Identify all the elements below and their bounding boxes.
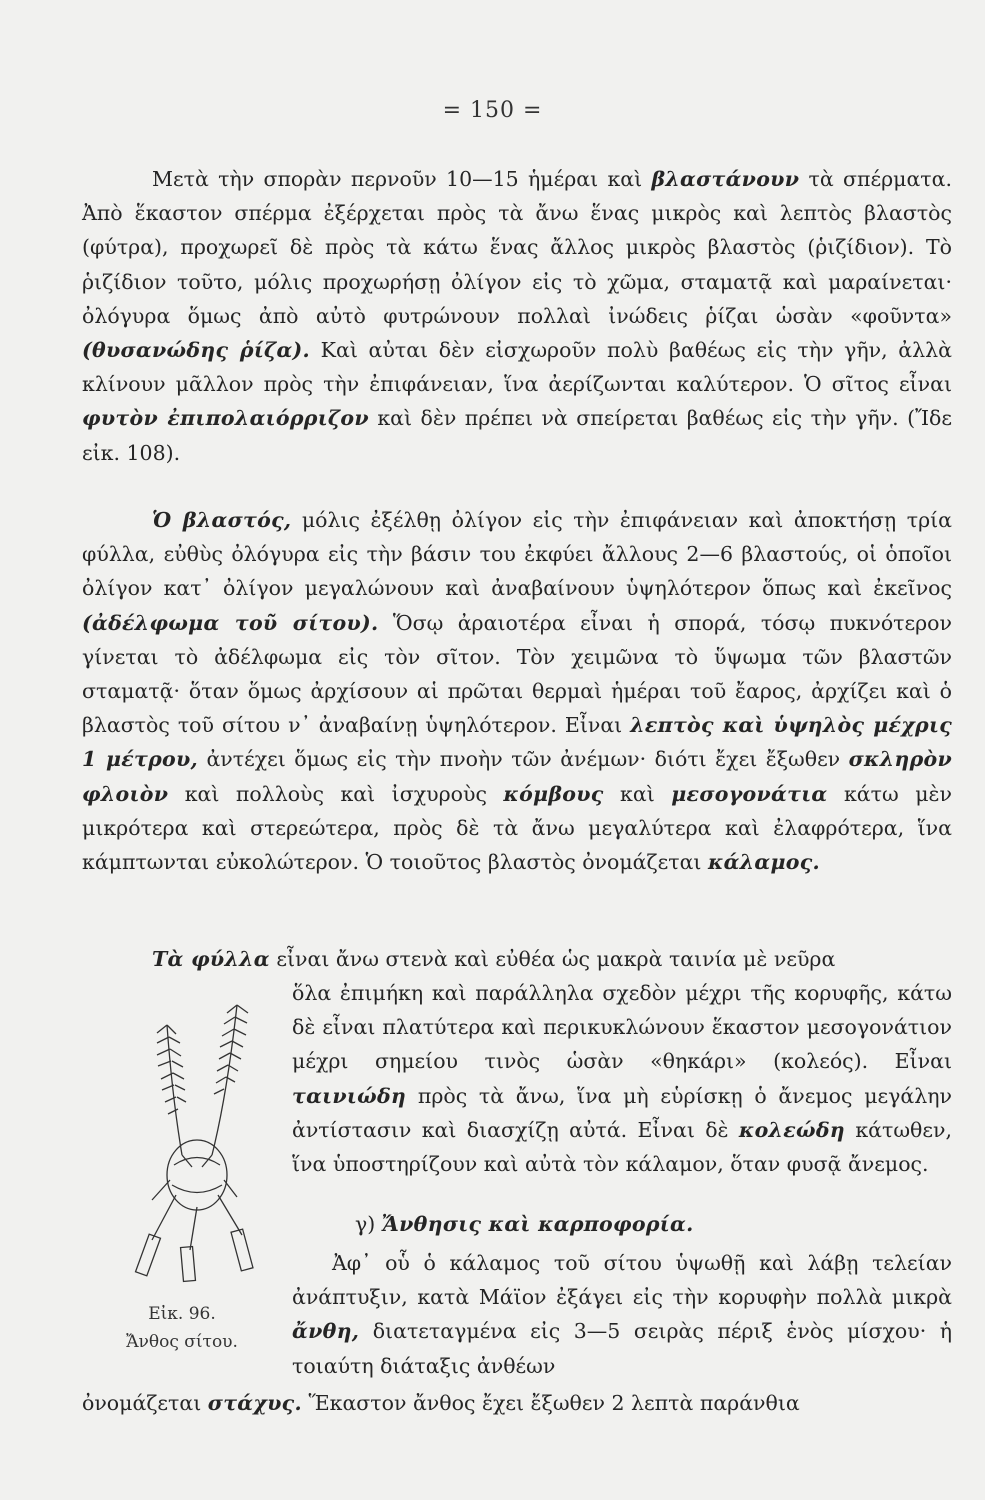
paragraph-flowering-continued: ὀνομάζεται στάχυς. Ἕκαστον ἄνθος ἔχει ἔξωθεν 2 λεπτὰ παράνθια (82, 1391, 800, 1415)
figure-caption (82, 1300, 282, 1356)
wheat-flower-illustration-icon (112, 985, 282, 1285)
figure-label: Εἰκ. 96. (148, 1304, 216, 1324)
leaves-heading-line: Τὰ φύλλα εἶναι ἄνω στενὰ καὶ εὐθέα ὡς μακρὰ ταινία μὲ νεῦρα (152, 947, 836, 971)
wheat-flower-figure (112, 985, 282, 1285)
section-heading-flowering: γ) Ἄνθησις καὶ καρποφορία. (355, 1212, 694, 1236)
paragraph-stem: Ὁ βλαστός, μόλις ἐξέλθῃ ὀλίγον εἰς τὴν ἐπιφάνειαν καὶ ἀποκτήσῃ τρία φύλλα, εὐθὺς ὀλόγυρα εἰς τὴν βάσιν του ἐκφύει ἄλλους 2—6 βλαστούς, οἱ ὁποῖοι ὀλίγον κατ᾽ ὀλίγον μεγαλώνουν καὶ ἀναβαίνουν ὑψηλότερον ὅπως καὶ ἐκεῖνος (ἀδέλφωμα τοῦ σίτου). Ὅσῳ ἀραιοτέρα εἶναι ἡ σπορά, τόσῳ πυκνότερον γίνεται τὸ ἀδέλφωμα εἰς τὸν σῖτον. Τὸν χειμῶνα τὸ ὕψωμα τῶν βλαστῶν σταματᾷ· ὅταν ὅμως ἀρχίσουν αἱ πρῶται θερμαὶ ἡμέραι τοῦ ἔαρος, ἀρχίζει καὶ ὁ βλαστὸς τοῦ σίτου ν᾽ ἀναβαίνῃ ὑψηλότερον. Εἶναι λεπτὸς καὶ ὑψηλὸς μέχρις 1 μέτρου, ἀντέχει ὅμως εἰς τὴν πνοὴν τῶν ἀνέμων· διότι ἔχει ἔξωθεν σκληρὸν φλοιὸν καὶ πολλοὺς καὶ ἰσχυροὺς κόμβους καὶ μεσογονάτια κάτω μὲν μικρότερα καὶ στερεώτερα, πρὸς δὲ τὰ ἄνω μεγαλύτερα καὶ ἐλαφρότερα, ἵνα κάμπτωνται εὐκολώτερον. Ὁ τοιοῦτος βλαστὸς ὀνομάζεται κάλαμος. (82, 508, 953, 875)
paragraph-flowering: Ἀφ᾽ οὗ ὁ κάλαμος τοῦ σίτου ὑψωθῇ καὶ λάβῃ τελείαν ἀνάπτυξιν, κατὰ Μάϊον ἐξάγει εἰς τὴν κορυφὴν πολλὰ μικρὰ ἄνθη, διατεταγμένα εἰς 3—5 σειρὰς πέριξ ἑνὸς μίσχου· ἡ τοιαύτη διάταξις ἀνθέων (292, 1251, 952, 1378)
paragraph-germination: Μετὰ τὴν σπορὰν περνοῦν 10—15 ἡμέραι καὶ βλαστάνουν τὰ σπέρματα. Ἀπὸ ἕκαστον σπέρμα ἐξέρχεται πρὸς τὰ ἄνω ἕνας μικρὸς καὶ λεπτὸς βλαστὸς (φύτρα), προχωρεῖ δὲ πρὸς τὰ κάτω ἕνας ἄλλος μικρὸς βλαστὸς (ῥιζίδιον). Τὸ ῥιζίδιον τοῦτο, μόλις προχωρήσῃ ὀλίγον εἰς τὸ χῶμα, σταματᾷ καὶ μαραίνεται· ὀλόγυρα ὅμως ἀπὸ αὐτὸ φυτρώνουν πολλαὶ ἰνώδεις ῥίζαι ὡσὰν «φοῦντα» (θυσανώδης ῥίζα). Καὶ αὐται δὲν εἰσχωροῦν πολὺ βαθέως εἰς τὴν γῆν, ἀλλὰ κλίνουν μᾶλλον πρὸς τὴν ἐπιφάνειαν, ἵνα ἀερίζωνται καλύτερον. Ὁ σῖτος εἶναι φυτὸν ἐπιπολαιόρριζον καὶ δὲν πρέπει νὰ σπείρεται βαθέως εἰς τὴν γῆν. (Ἴδε εἰκ. 108). (82, 167, 952, 465)
figure-caption-text: Ἄνθος σίτου. (126, 1332, 238, 1352)
paragraph-leaves: ὅλα ἐπιμήκη καὶ παράλληλα σχεδὸν μέχρι τῆς κορυφῆς, κάτω δὲ εἶναι πλατύτερα καὶ περικυκλώνουν ἕκαστον μεσογονάτιον μέχρι σημείου τινὸς ὡσὰν «θηκάρι» (κολεός). Εἶναι ταινιώδη πρὸς τὰ ἄνω, ἵνα μὴ εὑρίσκῃ ὁ ἄνεμος μεγάλην ἀντίστασιν καὶ διασχίζῃ αὐτά. Εἶναι δὲ κολεώδη κάτωθεν, ἵνα ὑποστηρίζουν καὶ αὐτὰ τὸν κάλαμον, ὅταν φυσᾷ ἄνεμος. (292, 981, 953, 1177)
page-number: = 150 = (442, 98, 543, 123)
